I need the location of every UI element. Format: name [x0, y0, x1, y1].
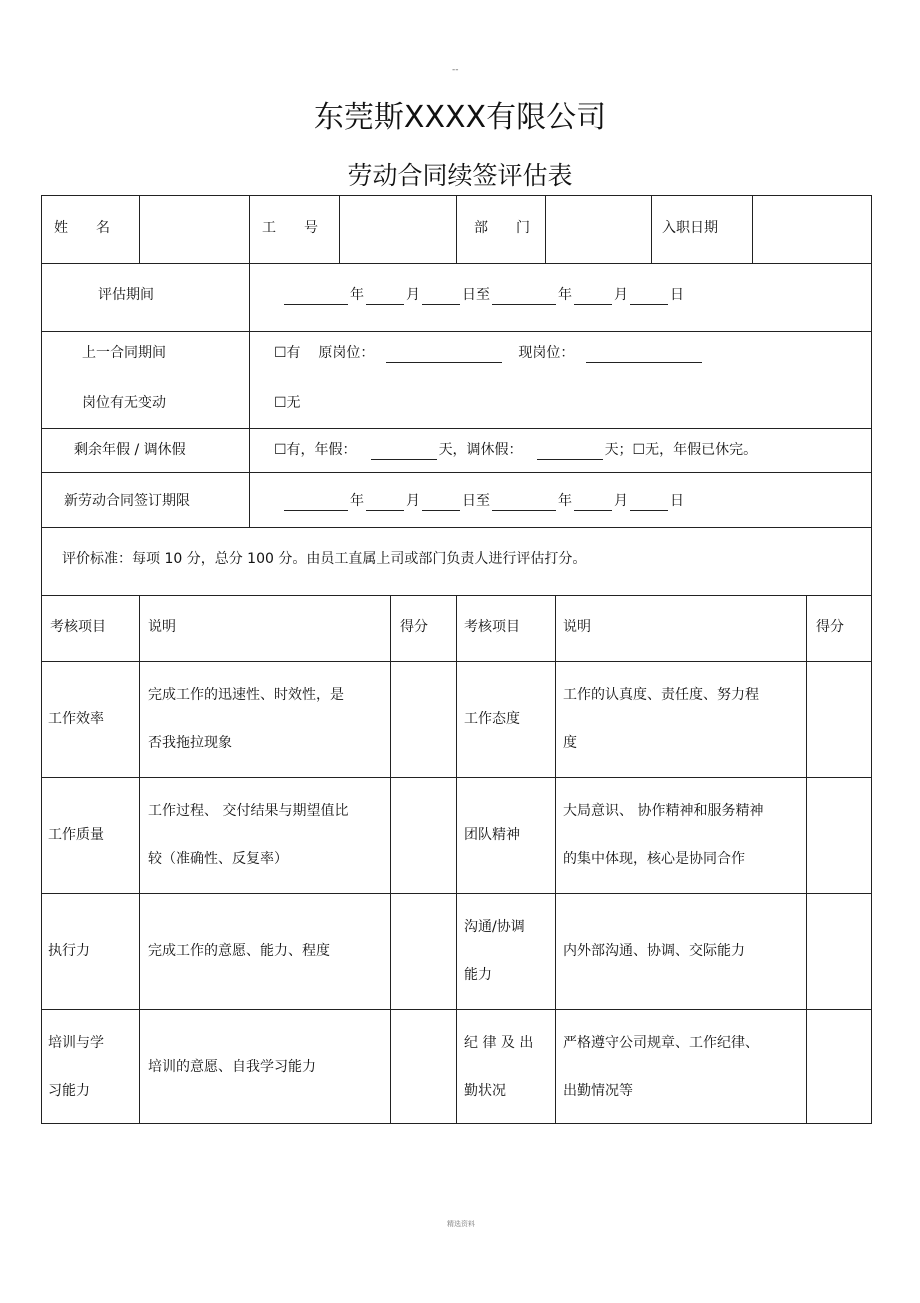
new-position-field[interactable]: [586, 348, 702, 363]
item-desc: 完成工作的意愿、能力、程度: [148, 943, 330, 959]
label-name: 姓 名: [54, 220, 110, 236]
grid-line: [545, 195, 546, 263]
grid-line: [41, 1123, 872, 1124]
leave-text: 天，调休假：: [438, 442, 523, 458]
position-change-row[interactable]: [274, 343, 704, 363]
item-name: 勤状况: [464, 1083, 506, 1099]
footer: 精选资料: [447, 1220, 475, 1228]
score-cell[interactable]: [807, 662, 870, 776]
criteria-text: 评价标准：每项 10 分，总分 100 分。由员工直属上司或部门负责人进行评估打分。: [62, 551, 587, 567]
orig-position-label: 原岗位：: [318, 345, 375, 361]
grid-line: [41, 263, 872, 264]
leave-row[interactable]: [274, 440, 757, 460]
item-name: 培训与学: [48, 1035, 104, 1051]
score-cell[interactable]: [391, 1010, 455, 1124]
item-desc: 否我拖拉现象: [148, 735, 232, 751]
item-name: 纪 律 及 出: [464, 1035, 534, 1051]
col-item: 考核项目: [50, 619, 106, 635]
col-score: 得分: [400, 619, 428, 635]
score-cell[interactable]: [391, 662, 455, 776]
item-desc: 工作过程、 交付结果与期望值比: [148, 803, 349, 819]
col-desc: 说明: [148, 619, 176, 635]
no-checkbox[interactable]: ☐无: [274, 395, 301, 411]
item-name: 工作质量: [48, 827, 104, 843]
comp-leave-field[interactable]: [537, 445, 603, 460]
grid-line: [41, 428, 872, 429]
annual-leave-field[interactable]: [371, 445, 437, 460]
label-dept: 部 门: [474, 220, 530, 236]
col-item-2: 考核项目: [464, 619, 520, 635]
orig-position-field[interactable]: [386, 348, 502, 363]
grid-line: [871, 195, 872, 1123]
item-desc: 工作的认真度、责任度、努力程: [563, 687, 759, 703]
grid-line: [249, 263, 250, 527]
grid-line: [752, 195, 753, 263]
grid-line: [555, 595, 556, 1123]
period-dates[interactable]: 年 月 日至 年 月 日: [282, 285, 684, 305]
item-name: 工作态度: [464, 711, 520, 727]
col-score-2: 得分: [816, 619, 844, 635]
new-term-dates[interactable]: 年 月 日至 年 月 日: [282, 491, 684, 511]
label-new-term: 新劳动合同签订期限: [64, 493, 190, 509]
score-cell[interactable]: [391, 894, 455, 1008]
grid-line: [41, 331, 872, 332]
grid-line: [41, 472, 872, 473]
item-desc: 严格遵守公司规章、工作纪律、: [563, 1035, 759, 1051]
grid-line: [249, 195, 250, 263]
label-id: 工 号: [262, 220, 318, 236]
score-cell[interactable]: [807, 1010, 870, 1124]
item-name: 团队精神: [464, 827, 520, 843]
item-name: 执行力: [48, 943, 90, 959]
label-join-date: 入职日期: [662, 220, 718, 236]
form-title: 劳动合同续签评估表: [347, 161, 573, 190]
header-mark: --: [452, 65, 459, 75]
company-title: 东莞斯XXXX有限公司: [313, 100, 607, 135]
yes-checkbox[interactable]: ☐有: [274, 345, 301, 361]
leave-text-2: 天；☐无，年假已休完。: [604, 442, 758, 458]
label-prev-contract: 上一合同期间: [82, 345, 166, 361]
label-leave: 剩余年假 / 调休假: [74, 442, 186, 458]
new-position-label: 现岗位：: [518, 345, 575, 361]
item-name: 能力: [464, 967, 492, 983]
grid-line: [139, 195, 140, 263]
label-period: 评估期间: [98, 287, 154, 303]
grid-line: [41, 195, 42, 1123]
grid-line: [41, 527, 872, 528]
grid-line: [651, 195, 652, 263]
grid-line: [339, 195, 340, 263]
grid-line: [456, 595, 457, 1123]
item-desc: 培训的意愿、自我学习能力: [148, 1059, 316, 1075]
item-name: 沟通/协调: [464, 919, 525, 935]
score-cell[interactable]: [807, 894, 870, 1008]
item-name: 习能力: [48, 1083, 90, 1099]
score-cell[interactable]: [807, 778, 870, 892]
item-desc: 内外部沟通、协调、交际能力: [563, 943, 745, 959]
leave-yes-checkbox[interactable]: ☐有，年假：: [274, 442, 357, 458]
grid-line: [139, 595, 140, 1123]
item-desc: 度: [563, 735, 577, 751]
item-desc: 完成工作的迅速性、时效性，是: [148, 687, 344, 703]
item-desc: 的集中体现，核心是协同合作: [563, 851, 745, 867]
score-cell[interactable]: [391, 778, 455, 892]
col-desc-2: 说明: [563, 619, 591, 635]
item-desc: 大局意识、 协作精神和服务精神: [563, 803, 764, 819]
grid-line: [456, 195, 457, 263]
item-desc: 出勤情况等: [563, 1083, 633, 1099]
item-name: 工作效率: [48, 711, 104, 727]
item-desc: 较（准确性、反复率）: [148, 851, 288, 867]
label-position-change: 岗位有无变动: [82, 395, 166, 411]
